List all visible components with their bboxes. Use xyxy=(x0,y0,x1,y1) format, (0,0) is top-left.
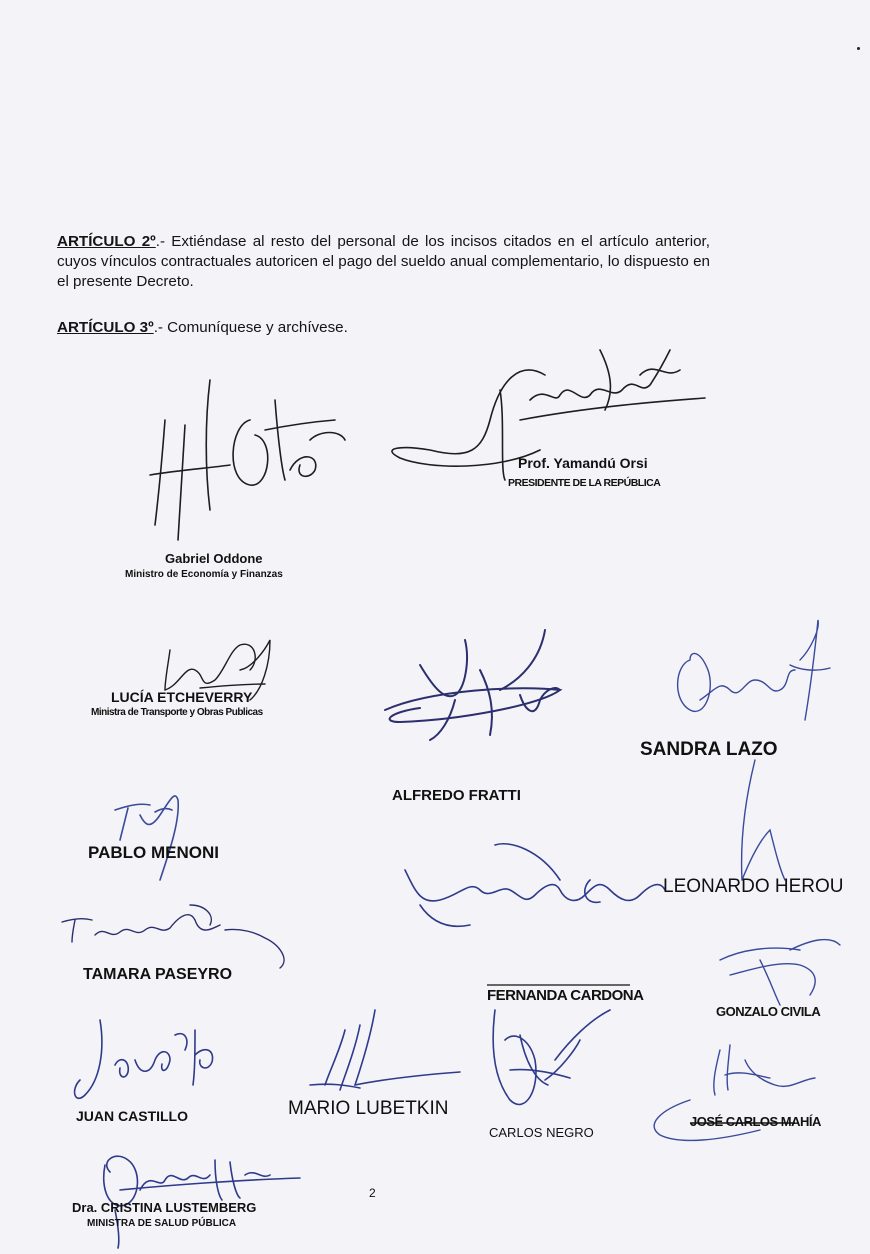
oddone-signature xyxy=(150,380,345,540)
lustemberg-title: MINISTRA DE SALUD PÚBLICA xyxy=(87,1218,237,1229)
menoni-name: PABLO MENONI xyxy=(88,843,219,862)
article-3-paragraph xyxy=(57,318,710,338)
lubetkin-name: MARIO LUBETKIN xyxy=(288,1098,449,1119)
paseyro-name: TAMARA PASEYRO xyxy=(83,966,233,983)
herou-signature xyxy=(742,760,785,880)
article-2-text: .- Extiéndase al resto del personal de los incisos citados en el artículo anterior, cuyos vínculos contractuales autoricen el pago del sueldo anual complementario, lo dispuesto en el presente Decreto. xyxy=(57,233,710,290)
etcheverry-name: LUCÍA ETCHEVERRY xyxy=(111,689,253,705)
stray-mark xyxy=(857,47,860,50)
article-2-label: ARTÍCULO 2º xyxy=(57,233,156,250)
article-3-label: ARTÍCULO 3º xyxy=(57,319,154,336)
president-title: PRESIDENTE DE LA REPÚBLICA xyxy=(508,477,661,489)
oddone-title: Ministro de Economía y Finanzas xyxy=(125,569,283,580)
negro-name: CARLOS NEGRO xyxy=(489,1125,594,1140)
castillo-name: JUAN CASTILLO xyxy=(76,1108,188,1124)
cardona-herou-signature xyxy=(405,844,665,927)
oddone-name: Gabriel Oddone xyxy=(165,551,263,566)
civila-name: GONZALO CIVILA xyxy=(716,1004,821,1019)
article-3-text: .- Comuníquese y archívese. xyxy=(153,319,348,336)
president-name: Prof. Yamandú Orsi xyxy=(518,455,648,471)
fratti-signature xyxy=(385,630,560,740)
lazo-name: SANDRA LAZO xyxy=(640,739,778,760)
article-2-paragraph xyxy=(57,232,710,292)
fratti-name: ALFREDO FRATTI xyxy=(392,787,521,804)
lazo-signature xyxy=(678,620,830,720)
menoni-signature xyxy=(115,796,178,880)
lubetkin-signature xyxy=(310,1010,460,1090)
lustemberg-name: Dra. CRISTINA LUSTEMBERG xyxy=(72,1200,257,1215)
castillo-signature xyxy=(75,1020,213,1098)
negro-signature xyxy=(493,1010,610,1104)
etcheverry-title: Ministra de Transporte y Obras Publicas xyxy=(91,707,263,718)
civila-signature xyxy=(720,940,840,1005)
cardona-name: FERNANDA CARDONA xyxy=(487,987,644,1004)
page-number: 2 xyxy=(369,1186,376,1200)
mahia-name: JOSÉ CARLOS MAHÍA xyxy=(690,1114,821,1129)
paseyro-signature xyxy=(62,905,284,968)
herou-name: LEONARDO HEROU xyxy=(663,876,844,897)
